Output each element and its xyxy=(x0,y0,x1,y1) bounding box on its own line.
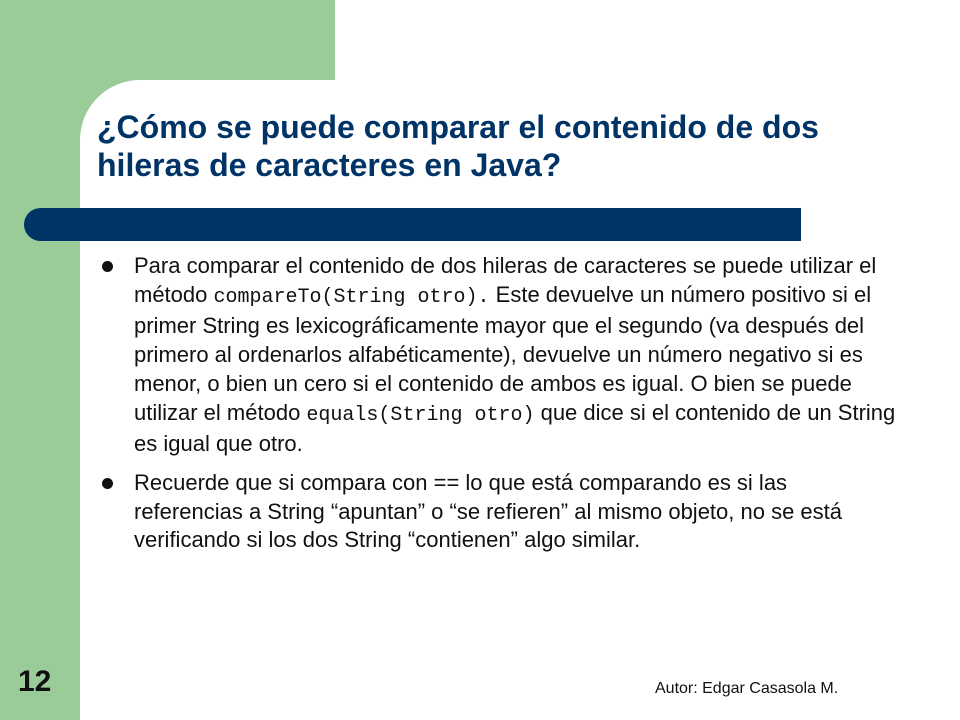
code-compareto: compareTo(String otro). xyxy=(213,285,490,309)
code-equals: equals(String otro) xyxy=(306,403,535,427)
bullet-text: Para comparar el contenido de dos hileras de caracteres se puede utilizar el método xyxy=(134,253,877,307)
top-green-band xyxy=(0,0,335,80)
bullet-text: Recuerde que si compara con == lo que está comparando es si las referencias a String “apuntan” o “se refieren” al mismo objeto, no se está verificando si los dos String “contienen” algo similar. xyxy=(134,469,843,553)
slide-title: ¿Cómo se puede comparar el contenido de dos hileras de caracteres en Java? xyxy=(97,109,819,183)
left-green-band xyxy=(0,0,80,720)
bullet-text: Este devuelve un número positivo si el primer String es lexicográficamente mayor que el segundo (va después del primero al ordenarlos alfabéticamente), devuelve un número negativo si es menor, o bien un cero si el contenido de ambos es igual. O bien se puede utilizar el método xyxy=(134,281,872,425)
bullet-item xyxy=(100,469,900,555)
title-underline-bar xyxy=(24,208,801,241)
bullet-list xyxy=(100,252,900,565)
bullet-dot xyxy=(102,261,113,272)
bullet-text: que dice si el contenido de un String es igual que otro. xyxy=(134,399,896,457)
bullet-item xyxy=(100,252,900,459)
bullet-dot xyxy=(102,478,113,489)
author-footer: Autor: Edgar Casasola M. xyxy=(655,680,839,697)
slide-number: 12 xyxy=(18,665,52,698)
